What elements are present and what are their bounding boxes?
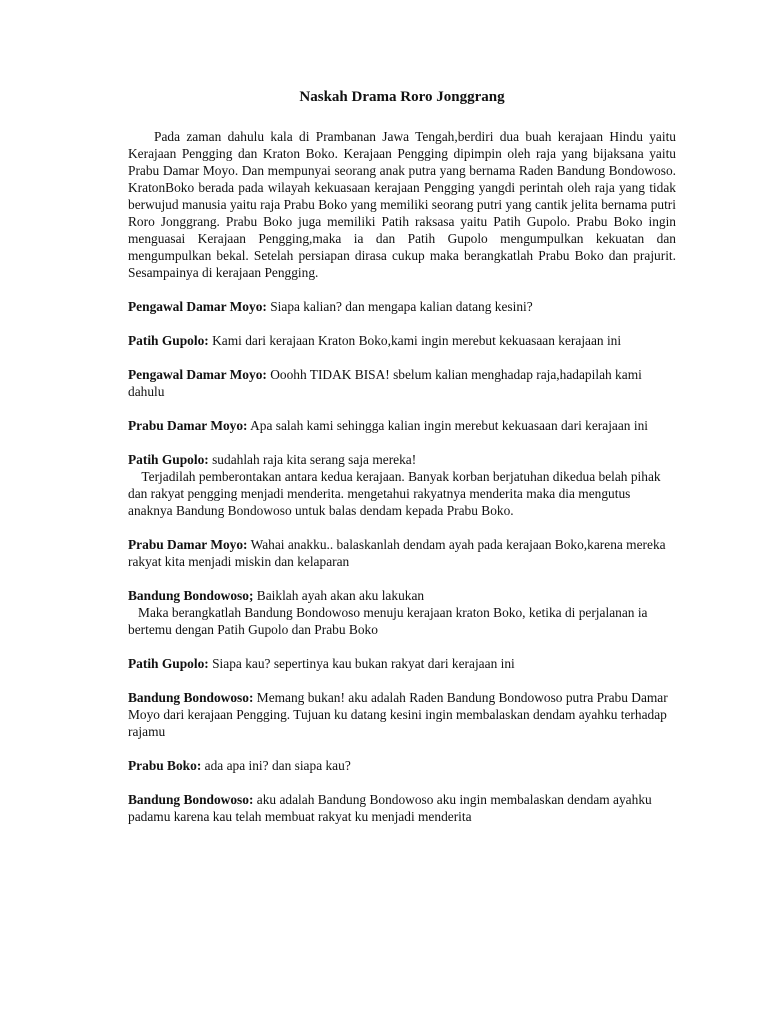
dialog-block (128, 757, 676, 774)
narration-text: Maka berangkatlah Bandung Bondowoso menuju kerajaan kraton Boko, ketika di perjalanan ia bertemu dengan Patih Gupolo dan Prabu Boko (128, 605, 648, 637)
speaker-name: Prabu Boko: (128, 758, 202, 773)
dialog-line: ada apa ini? dan siapa kau? (204, 758, 351, 773)
speaker-name: Patih Gupolo: (128, 656, 209, 671)
speaker-name: Bandung Bondowoso; (128, 588, 254, 603)
dialog-block (128, 451, 676, 519)
dialog-block (128, 536, 676, 570)
document-title: Naskah Drama Roro Jonggrang (299, 89, 505, 105)
speaker-name: Prabu Damar Moyo: (128, 418, 248, 433)
dialog-block (128, 791, 676, 825)
dialog-line: sudahlah raja kita serang saja mereka! (212, 452, 417, 467)
dialog-line: Kami dari kerajaan Kraton Boko,kami ingin merebut kekuasaan kerajaan ini (212, 333, 622, 348)
speaker-name: Prabu Damar Moyo: (128, 537, 248, 552)
speaker-name: Patih Gupolo: (128, 452, 209, 467)
document-page (128, 88, 676, 842)
dialog-line: Siapa kau? sepertinya kau bukan rakyat dari kerajaan ini (212, 656, 515, 671)
dialog-block (128, 655, 676, 672)
dialog-block (128, 366, 676, 400)
dialog-line: Memang bukan! aku adalah Raden Bandung Bondowoso putra Prabu Damar Moyo dari kerajaan Pengging. Tujuan ku datang kesini ingin membalaskan dendam ayahku terhadap rajamu (128, 690, 668, 739)
dialog-line: Baiklah ayah akan aku lakukan (256, 588, 425, 603)
intro-paragraph: Pada zaman dahulu kala di Prambanan Jawa Tengah,berdiri dua buah kerajaan Hindu yaitu Kerajaan Pengging dan Kraton Boko. Kerajaan Pengging dipimpin oleh raja yang bijaksana yaitu Prabu Damar Moyo. Dan mempunyai seorang anak putra yang bernama Raden Bandung Bondowoso. KratonBoko berada pada wilayah kekuasaan kerajaan Pengging yangdi perintah oleh raja yang tidak berwujud manusia yaitu raja Prabu Boko yang memiliki seorang putri yang cantik jelita bernama putri Roro Jonggrang. Prabu Boko juga memiliki Patih raksasa yaitu Patih Gupolo. Prabu Boko ingin menguasai Kerajaan Pengging,maka ia dan Patih Gupolo mengumpulkan kekuatan dan mengumpulkan bekal. Setelah persiapan dirasa cukup maka berangkatlah Prabu Boko dan prajurit. Sesampainya di kerajaan Pengging. (128, 129, 676, 280)
dialog-block (128, 587, 676, 638)
dialog-line: Ooohh TIDAK BISA! sbelum kalian menghadap raja,hadapilah kami dahulu (128, 367, 642, 399)
dialog-line: Siapa kalian? dan mengapa kalian datang kesini? (270, 299, 533, 314)
dialog-block (128, 298, 676, 315)
dialog-line: Wahai anakku.. balaskanlah dendam ayah pada kerajaan Boko,karena mereka rakyat kita menjadi miskin dan kelaparan (128, 537, 666, 569)
dialog-block (128, 417, 676, 434)
dialog-list (128, 298, 676, 825)
speaker-name: Pengawal Damar Moyo: (128, 299, 267, 314)
dialog-line: aku adalah Bandung Bondowoso aku ingin membalaskan dendam ayahku padamu karena kau telah membuat rakyat ku menjadi menderita (128, 792, 652, 824)
speaker-name: Pengawal Damar Moyo: (128, 367, 267, 382)
speaker-name: Bandung Bondowoso: (128, 792, 254, 807)
dialog-block (128, 332, 676, 349)
speaker-name: Bandung Bondowoso: (128, 690, 254, 705)
dialog-block (128, 689, 676, 740)
speaker-name: Patih Gupolo: (128, 333, 209, 348)
narration-text: Terjadilah pemberontakan antara kedua kerajaan. Banyak korban berjatuhan dikedua belah pihak dan rakyat pengging menjadi menderita. mengetahui rakyatnya menderita maka dia mengutus anaknya Bandung Bondowoso untuk balas dendam kepada Prabu Boko. (128, 469, 661, 518)
dialog-line: Apa salah kami sehingga kalian ingin merebut kekuasaan dari kerajaan ini (250, 418, 648, 433)
